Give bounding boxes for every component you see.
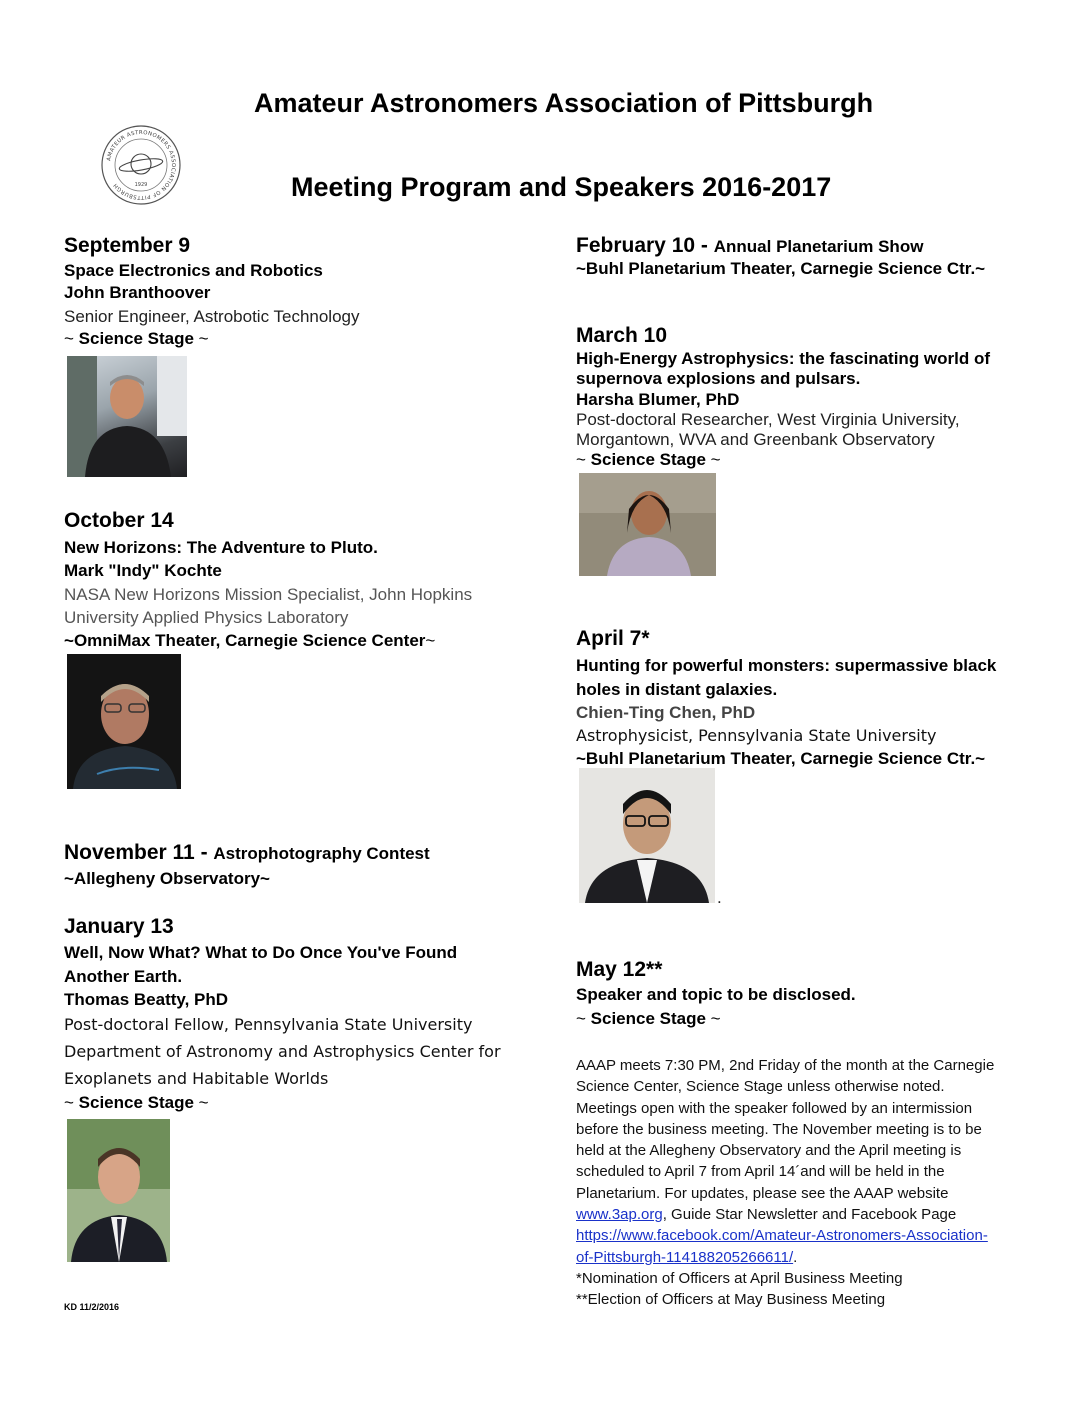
- event-may: [576, 957, 1056, 1030]
- event-date: January 13: [64, 915, 174, 938]
- meeting-notes: [576, 1055, 1056, 1311]
- event-date: February 10 -: [576, 234, 714, 257]
- notes-line: held at the Allegheny Observatory and the April meeting is: [576, 1142, 962, 1160]
- event-venue: ~ Science Stage ~: [576, 1009, 721, 1028]
- event-september: [64, 233, 534, 350]
- talk-title-line1: High-Energy Astrophysics: the fascinating world of: [576, 349, 991, 368]
- website-link[interactable]: www.3ap.org: [576, 1206, 663, 1224]
- event-venue: ~ Science Stage ~: [576, 450, 721, 469]
- event-date: October 14: [64, 509, 174, 532]
- event-venue: ~ Science Stage ~: [64, 1093, 209, 1112]
- notes-line: *Nomination of Officers at April Business Meeting: [576, 1269, 903, 1287]
- notes-line: www.3ap.org, Guide Star Newsletter and Facebook Page: [576, 1206, 957, 1224]
- speaker-affiliation-line1: Post-doctoral Fellow, Pennsylvania State University: [64, 1015, 473, 1034]
- event-date: March 10: [576, 324, 668, 347]
- speaker-affiliation-line1: NASA New Horizons Mission Specialist, John Hopkins: [64, 585, 473, 604]
- talk-title: Speaker and topic to be disclosed.: [576, 985, 856, 1004]
- talk-title-line1: Hunting for powerful monsters: supermassive black: [576, 656, 997, 675]
- speaker-name: Chien-Ting Chen, PhD: [576, 703, 756, 722]
- talk-title: New Horizons: The Adventure to Pluto.: [64, 538, 378, 557]
- event-january: [64, 914, 544, 1114]
- talk-title-line2: supernova explosions and pulsars.: [576, 369, 861, 388]
- event-name: Astrophotography Contest: [213, 844, 430, 863]
- notes-line: **Election of Officers at May Business Meeting: [576, 1291, 886, 1309]
- speaker-photo-chen: [579, 768, 715, 903]
- event-venue: ~OmniMax Theater, Carnegie Science Center~: [64, 631, 436, 650]
- event-venue: ~Buhl Planetarium Theater, Carnegie Science Ctr.~: [576, 749, 986, 768]
- speaker-name: Harsha Blumer, PhD: [576, 390, 740, 409]
- talk-title: Space Electronics and Robotics: [64, 261, 323, 280]
- event-date: November 11 -: [64, 841, 214, 864]
- event-name: Annual Planetarium Show: [713, 237, 924, 256]
- footer-code: KD 11/2/2016: [64, 1302, 120, 1312]
- svg-text:AMATEUR ASTRONOMERS ASSOCIATIO: AMATEUR ASTRONOMERS ASSOCIATION OF PITTSBURGH: [106, 129, 177, 201]
- speaker-affiliation-line2: University Applied Physics Laboratory: [64, 608, 349, 627]
- event-date-line: [576, 233, 1056, 260]
- event-april: [576, 626, 1056, 770]
- talk-title-line1: Well, Now What? What to Do Once You've Found: [64, 943, 458, 962]
- speaker-name: Mark "Indy" Kochte: [64, 561, 222, 580]
- speaker-affiliation-line2: Department of Astronomy and Astrophysics Center for: [64, 1042, 501, 1061]
- event-date: May 12**: [576, 958, 663, 981]
- event-date-line: [64, 840, 534, 867]
- facebook-link-part2[interactable]: of-Pittsburgh-114188205266611/: [576, 1248, 794, 1266]
- speaker-photo-blumer: [579, 473, 716, 576]
- notes-line: before the business meeting. The November meeting is to be: [576, 1120, 982, 1138]
- association-logo: [100, 124, 182, 206]
- notes-line: Planetarium. For updates, please see the AAAP website: [576, 1184, 949, 1202]
- event-february: [576, 233, 1056, 280]
- speaker-affiliation-line2: Morgantown, WVA and Greenbank Observatory: [576, 430, 935, 449]
- event-venue: ~Buhl Planetarium Theater, Carnegie Science Ctr.~: [576, 259, 986, 278]
- speaker-affiliation: Astrophysicist, Pennsylvania State University: [576, 726, 937, 745]
- notes-line: scheduled to April 7 from April 14´and will be held in the: [576, 1163, 945, 1181]
- event-date: September 9: [64, 234, 191, 257]
- speaker-name: John Branthoover: [64, 283, 211, 302]
- speaker-photo-branthoover: [67, 356, 187, 477]
- talk-title-line2: Another Earth.: [64, 967, 183, 986]
- speaker-affiliation-line1: Post-doctoral Researcher, West Virginia University,: [576, 410, 960, 429]
- event-october: [64, 508, 544, 652]
- notes-line: Science Center, Science Stage unless otherwise noted.: [576, 1078, 945, 1096]
- notes-line: of-Pittsburgh-114188205266611/.: [576, 1248, 798, 1266]
- trailing-dot: .: [717, 888, 722, 907]
- facebook-link-part1[interactable]: https://www.facebook.com/Amateur-Astronomers-Association-: [576, 1227, 988, 1245]
- page-title: Meeting Program and Speakers 2016-2017: [291, 172, 832, 202]
- speaker-photo-beatty: [67, 1119, 170, 1262]
- speaker-affiliation-line3: Exoplanets and Habitable Worlds: [64, 1069, 329, 1088]
- notes-line: Meetings open with the speaker followed by an intermission: [576, 1099, 973, 1117]
- event-venue: ~Allegheny Observatory~: [64, 869, 270, 888]
- event-march: [576, 323, 1056, 470]
- event-date: April 7*: [576, 627, 650, 650]
- speaker-affiliation: Senior Engineer, Astrobotic Technology: [64, 307, 360, 326]
- event-november: [64, 840, 534, 890]
- speaker-photo-kochte: [67, 654, 181, 789]
- org-title: Amateur Astronomers Association of Pittsburgh: [254, 88, 874, 118]
- event-venue: ~ Science Stage ~: [64, 329, 209, 348]
- notes-line: AAAP meets 7:30 PM, 2nd Friday of the month at the Carnegie: [576, 1057, 995, 1074]
- speaker-name: Thomas Beatty, PhD: [64, 990, 229, 1009]
- talk-title-line2: holes in distant galaxies.: [576, 680, 778, 699]
- notes-line: [576, 1225, 1056, 1246]
- svg-text:1929: 1929: [134, 182, 148, 188]
